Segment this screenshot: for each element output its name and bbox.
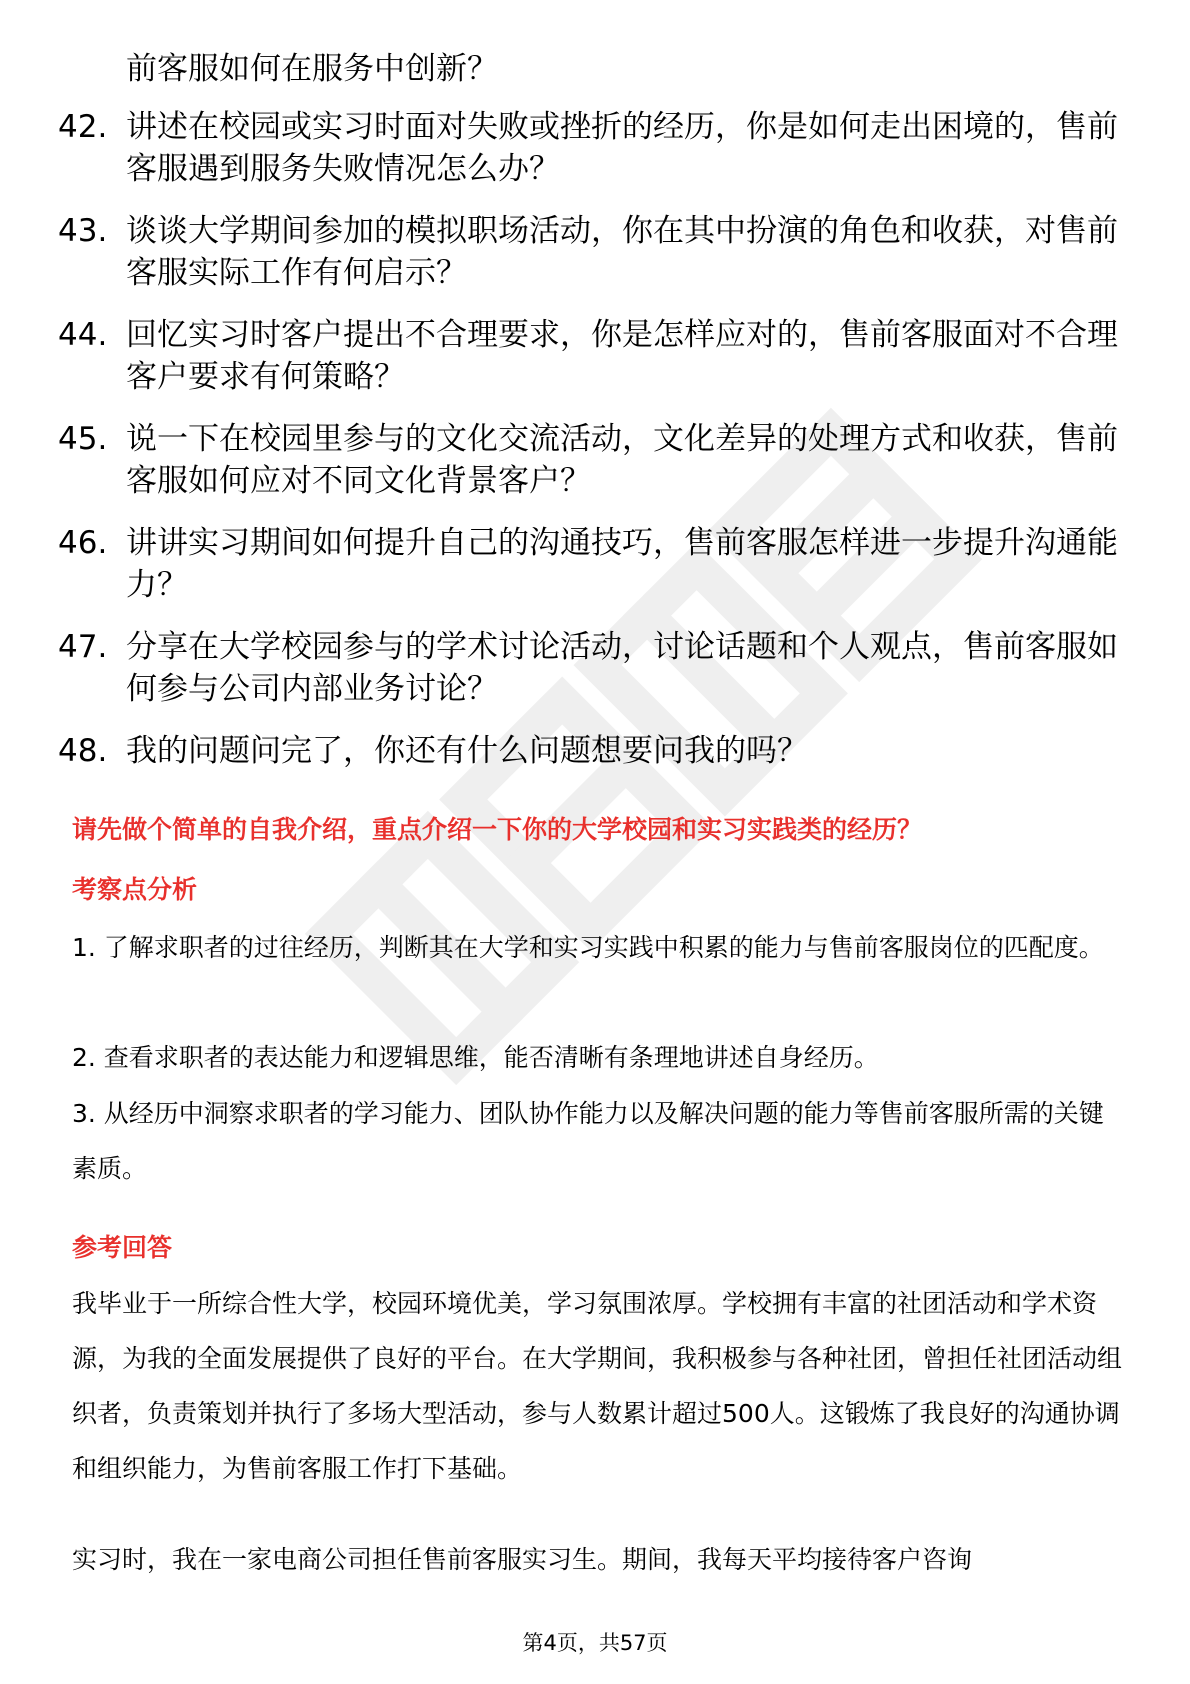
question-item-43: [58, 210, 1138, 294]
page-number-footer: 第4页，共57页: [522, 1631, 668, 1655]
question-text: 谈谈大学期间参加的模拟职场活动，你在其中扮演的角色和收获，对售前客服实际工作有何启示？: [126, 213, 1118, 291]
analysis-point-1: 1. 了解求职者的过往经历，判断其在大学和实习实践中积累的能力与售前客服岗位的匹配度。: [72, 933, 1104, 962]
reference-paragraph-1: 我毕业于一所综合性大学，校园环境优美，学习氛围浓厚。学校拥有丰富的社团活动和学术资源，为我的全面发展提供了良好的平台。在大学期间，我积极参与各种社团，曾担任社团活动组织者，负责策划并执行了多场大型活动，参与人数累计超过500人。这锻炼了我良好的沟通协调和组织能力，为售前客服工作打下基础。: [72, 1289, 1123, 1483]
question-text: 前客服如何在服务中创新？: [126, 51, 498, 87]
question-number: 42.: [58, 109, 108, 145]
question-text: 讲述在校园或实习时面对失败或挫折的经历，你是如何走出困境的，售前客服遇到服务失败情况怎么办？: [126, 109, 1118, 187]
question-item-48: [58, 730, 1138, 772]
analysis-heading: 考察点分析: [72, 875, 198, 904]
question-text: 回忆实习时客户提出不合理要求，你是怎样应对的，售前客服面对不合理客户要求有何策略？: [126, 317, 1118, 395]
reference-heading: 参考回答: [72, 1233, 173, 1262]
question-item-46: [58, 522, 1138, 606]
question-text: 讲讲实习期间如何提升自己的沟通技巧，售前客服怎样进一步提升沟通能力？: [126, 525, 1118, 603]
analysis-point-3: 3. 从经历中洞察求职者的学习能力、团队协作能力以及解决问题的能力等售前客服所需的关键素质。: [72, 1099, 1104, 1183]
question-text: 说一下在校园里参与的文化交流活动，文化差异的处理方式和收获，售前客服如何应对不同文化背景客户？: [126, 421, 1118, 499]
question-item-47: [58, 626, 1138, 710]
question-number: 44.: [58, 317, 108, 353]
question-item-45: [58, 418, 1138, 502]
question-text: 我的问题问完了，你还有什么问题想要问我的吗？: [126, 733, 808, 769]
reference-paragraph-2: 实习时，我在一家电商公司担任售前客服实习生。期间，我每天平均接待客户咨询: [72, 1545, 973, 1574]
question-number: 47.: [58, 629, 108, 665]
question-number: 48.: [58, 733, 108, 769]
question-list: [58, 48, 1138, 792]
answer-question-title: 请先做个简单的自我介绍，重点介绍一下你的大学校园和实习实践类的经历？: [72, 815, 923, 844]
analysis-point-2: 2. 查看求职者的表达能力和逻辑思维，能否清晰有条理地讲述自身经历。: [72, 1043, 879, 1072]
question-number: 45.: [58, 421, 108, 457]
question-number: 46.: [58, 525, 108, 561]
question-item-42: [58, 106, 1138, 190]
question-item-44: [58, 314, 1138, 398]
question-item-continued: [58, 48, 1138, 90]
question-number: 43.: [58, 213, 108, 249]
question-text: 分享在大学校园参与的学术讨论活动，讨论话题和个人观点，售前客服如何参与公司内部业务讨论？: [126, 629, 1118, 707]
